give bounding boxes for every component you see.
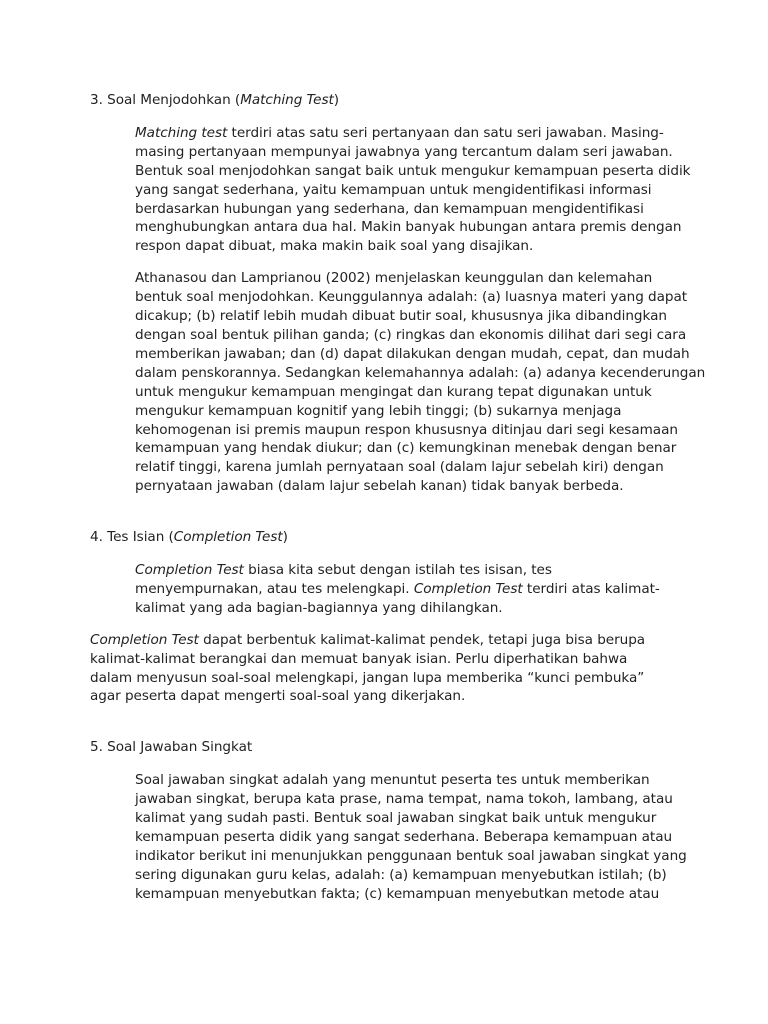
text-line — [90, 847, 690, 866]
text-run: memberikan jawaban; dan (d) dapat dilakukan dengan mudah, cepat, dan mudah — [135, 345, 690, 362]
text-run: relatif tinggi, karena jumlah pernyataan soal (dalam lajur sebelah kiri) dengan — [135, 459, 664, 476]
text-run: indikator berikut ini menunjukkan penggunaan bentuk soal jawaban singkat yang — [135, 847, 687, 864]
text-line — [90, 580, 690, 599]
text-line — [90, 288, 690, 307]
text-run: terdiri atas kalimat- — [522, 580, 660, 597]
paragraph — [90, 771, 690, 903]
paragraph — [90, 269, 706, 496]
text-run: kemampuan yang hendak diukur; dan (c) kemungkinan menebak dengan benar — [135, 440, 677, 457]
text-line — [90, 458, 690, 477]
text-line — [90, 162, 690, 181]
text-line — [90, 599, 690, 618]
text-line — [90, 477, 690, 496]
text-run: dalam menyusun soal-soal melengkapi, jangan lupa memberika “kunci pembuka” — [90, 669, 645, 686]
text-line — [90, 307, 690, 326]
section-heading: 3. Soal Menjodohkan (Matching Test) — [90, 92, 340, 108]
section-short-answer — [90, 738, 690, 903]
text-line — [90, 383, 690, 402]
text-line — [90, 771, 690, 790]
text-line — [90, 866, 690, 885]
text-run: Soal jawaban singkat adalah yang menuntut peserta tes untuk memberikan — [135, 772, 650, 789]
text-line — [90, 143, 690, 162]
text-line — [90, 421, 690, 440]
text-line — [90, 402, 690, 421]
text-run: berdasarkan hubungan yang sederhana, dan kemampuan mengidentifikasi — [135, 200, 644, 217]
text-run: kalimat yang ada bagian-bagiannya yang dihilangkan. — [135, 599, 503, 616]
text-run: untuk mengukur kemampuan mengingat dan kurang tepat digunakan untuk — [135, 383, 652, 400]
text-line — [90, 124, 690, 143]
paragraph — [90, 124, 690, 256]
text-line — [90, 269, 690, 288]
document-page — [90, 91, 706, 904]
text-run: pernyataan jawaban (dalam lajur sebelah kanan) tidak banyak berbeda. — [135, 478, 624, 495]
text-line — [90, 364, 706, 383]
text-line — [90, 650, 690, 669]
text-line — [90, 237, 690, 256]
text-line — [90, 631, 690, 650]
text-run: agar peserta dapat mengerti soal-soal yang dikerjakan. — [90, 688, 466, 705]
text-run: kalimat yang sudah pasti. Bentuk soal jawaban singkat baik untuk mengukur — [135, 810, 657, 827]
text-line — [90, 561, 690, 580]
text-run: Bentuk soal menjodohkan sangat baik untuk mengukur kemampuan peserta didik — [135, 162, 691, 179]
text-run: sering digunakan guru kelas, adalah: (a) kemampuan menyebutkan istilah; (b) — [135, 866, 667, 883]
section-heading: 5. Soal Jawaban Singkat — [90, 739, 253, 756]
italic-term: Matching test — [135, 124, 228, 141]
text-line — [90, 828, 690, 847]
text-run: menghubungkan antara dua hal. Makin banyak hubungan antara premis dengan — [135, 219, 682, 236]
text-run: menyempurnakan, atau tes melengkapi. — [135, 580, 414, 597]
paragraph — [90, 561, 690, 618]
text-run: Athanasou dan Lamprianou (2002) menjelaskan keunggulan dan kelemahan — [135, 270, 653, 287]
text-run: mengukur kemampuan kognitif yang lebih tinggi; (b) sukarnya menjaga — [135, 402, 622, 419]
text-line — [90, 181, 690, 200]
text-line — [90, 345, 690, 364]
text-run: respon dapat dibuat, maka makin baik soal yang disajikan. — [135, 238, 534, 255]
italic-term: Completion Test — [90, 631, 199, 648]
italic-term: Completion Test — [135, 562, 244, 579]
paragraph — [90, 631, 690, 707]
section-heading: 4. Tes Isian (Completion Test) — [90, 529, 288, 546]
text-line — [90, 439, 690, 458]
text-line — [90, 809, 690, 828]
text-line — [90, 200, 690, 219]
text-line — [90, 326, 690, 345]
text-run: dapat berbentuk kalimat-kalimat pendek, tetapi juga bisa berupa — [198, 631, 646, 648]
text-run: terdiri atas satu seri pertanyaan dan satu seri jawaban. Masing- — [227, 124, 664, 141]
text-run: kemampuan menyebutkan fakta; (c) kemampuan menyebutkan metode atau — [135, 885, 660, 902]
text-run: dicakup; (b) relatif lebih mudah dibuat butir soal, khususnya jika dibandingkan — [135, 308, 667, 325]
text-line — [90, 687, 690, 706]
text-line — [90, 885, 690, 904]
section-completion-test — [90, 528, 690, 706]
text-run: kemampuan peserta didik yang sangat sederhana. Beberapa kemampuan atau — [135, 829, 673, 845]
text-line — [90, 790, 690, 809]
text-run: kalimat-kalimat berangkai dan memuat banyak isian. Perlu diperhatikan bahwa — [90, 650, 628, 667]
text-run: masing pertanyaan mempunyai jawabnya yang tercantum dalam seri jawaban. — [135, 143, 673, 160]
section-matching-test — [90, 91, 706, 496]
text-run: dalam penskorannya. Sedangkan kelemahannya adalah: (a) adanya kecenderungan — [135, 364, 706, 381]
text-line — [90, 218, 690, 237]
text-run: biasa kita sebut dengan istilah tes isisan, tes — [243, 562, 552, 579]
text-run: bentuk soal menjodohkan. Keunggulannya adalah: (a) luasnya materi yang dapat — [135, 289, 688, 306]
text-run: kehomogenan isi premis maupun respon khususnya ditinjau dari segi kesamaan — [135, 421, 678, 438]
text-run: dengan soal bentuk pilihan ganda; (c) ringkas dan ekonomis dilihat dari segi cara — [135, 326, 687, 343]
text-line — [90, 669, 690, 688]
text-run: jawaban singkat, berupa kata prase, nama tempat, nama tokoh, lambang, atau — [135, 791, 673, 808]
text-run: yang sangat sederhana, yaitu kemampuan untuk mengidentifikasi informasi — [135, 181, 652, 198]
italic-term: Completion Test — [413, 580, 523, 597]
